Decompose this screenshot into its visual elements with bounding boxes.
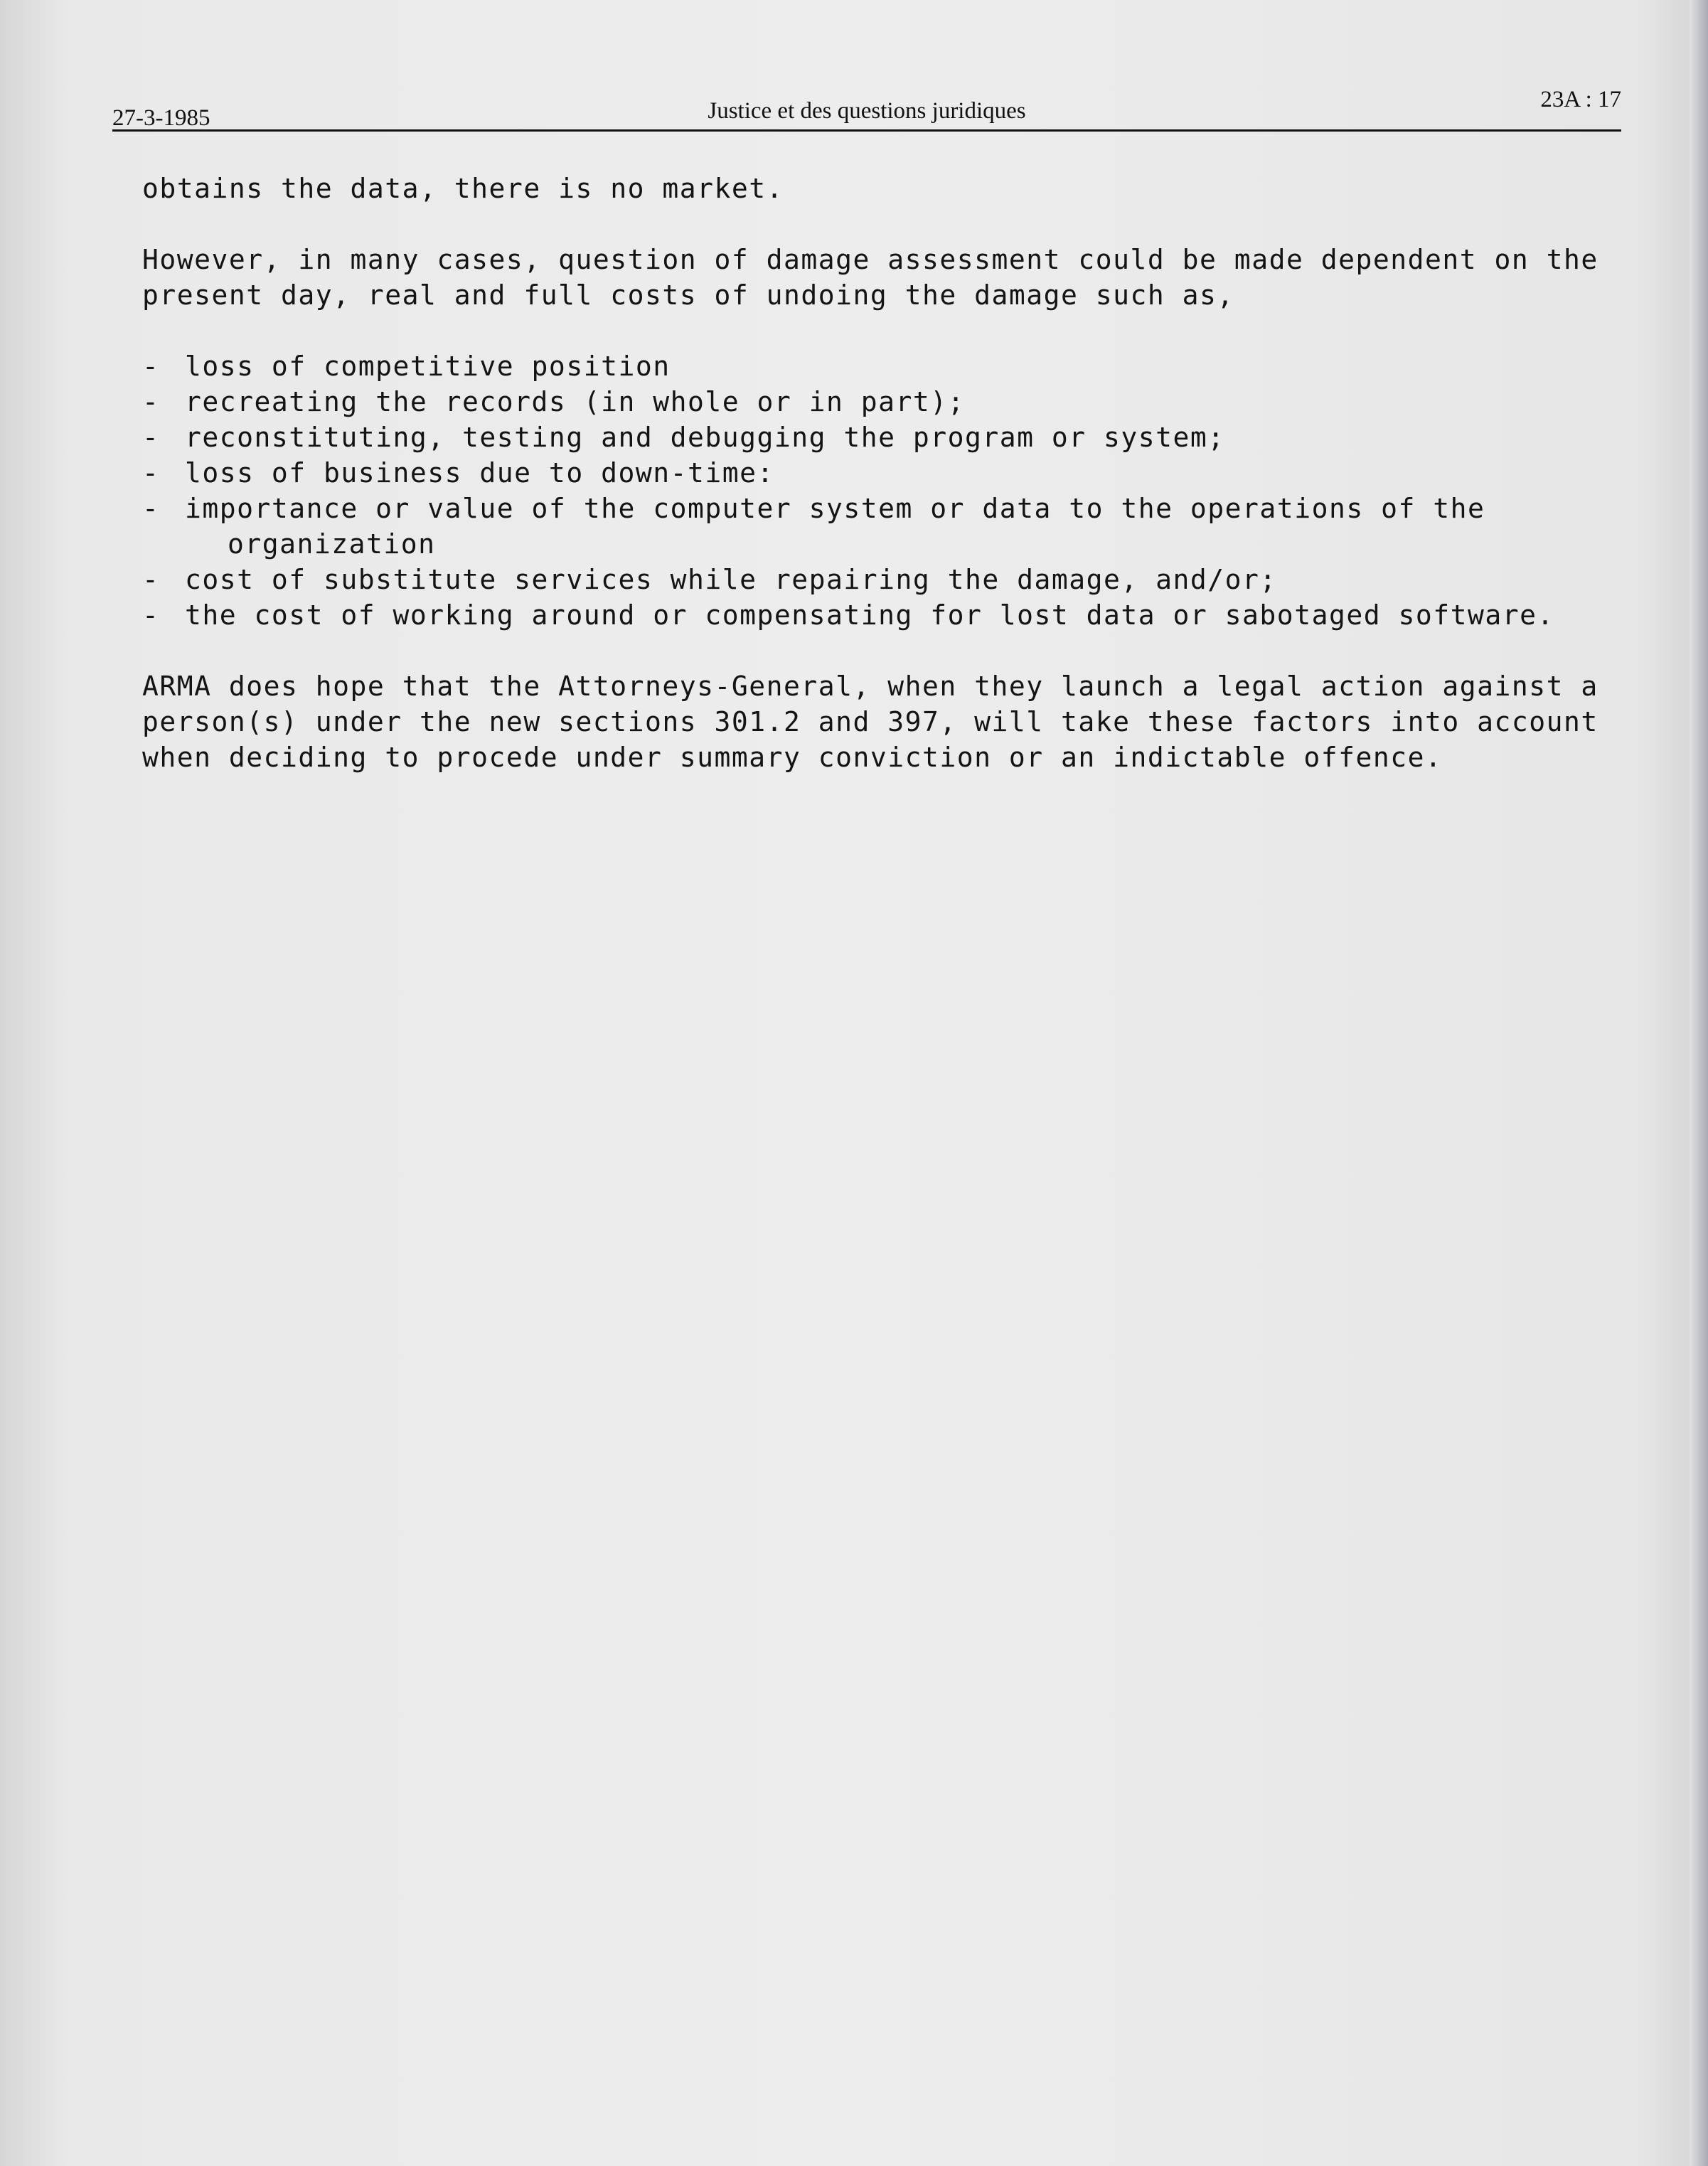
header-title: Justice et des questions juridiques [708, 98, 1026, 124]
intro-line: obtains the data, there is no market. [142, 173, 784, 204]
list-item: - loss of competitive position [142, 351, 671, 382]
list-item: - loss of business due to down-time: [142, 457, 774, 489]
list-item: - recreating the records (in whole or in part); [142, 386, 966, 417]
running-header [112, 84, 1621, 134]
header-date: 27-3-1985 [112, 105, 210, 131]
document-body [142, 171, 1621, 811]
damage-cost-list [142, 348, 1621, 633]
list-item: - importance or value of the computer system or data to the operations of the organization [142, 493, 1485, 560]
list-item: - cost of substitute services while repairing the damage, and/or; [142, 564, 1277, 595]
header-rule [112, 129, 1621, 132]
arma-recommendation-paragraph: ARMA does hope that the Attorneys-General, when they launch a legal action against a person(s) under the new sections 301.2 and 397, will take these factors into account when deciding to procede under summary conviction or an indictable offence. [142, 671, 1598, 773]
header-page-number: 23A : 17 [1540, 87, 1621, 112]
list-item: - the cost of working around or compensating for lost data or sabotaged software. [142, 599, 1554, 631]
page-binding-edge [1690, 0, 1708, 2166]
list-item: - reconstituting, testing and debugging the program or system; [142, 422, 1225, 453]
damage-assessment-paragraph: However, in many cases, question of damage assessment could be made dependent on the present day, real and full costs of undoing the damage such as, [142, 244, 1598, 311]
